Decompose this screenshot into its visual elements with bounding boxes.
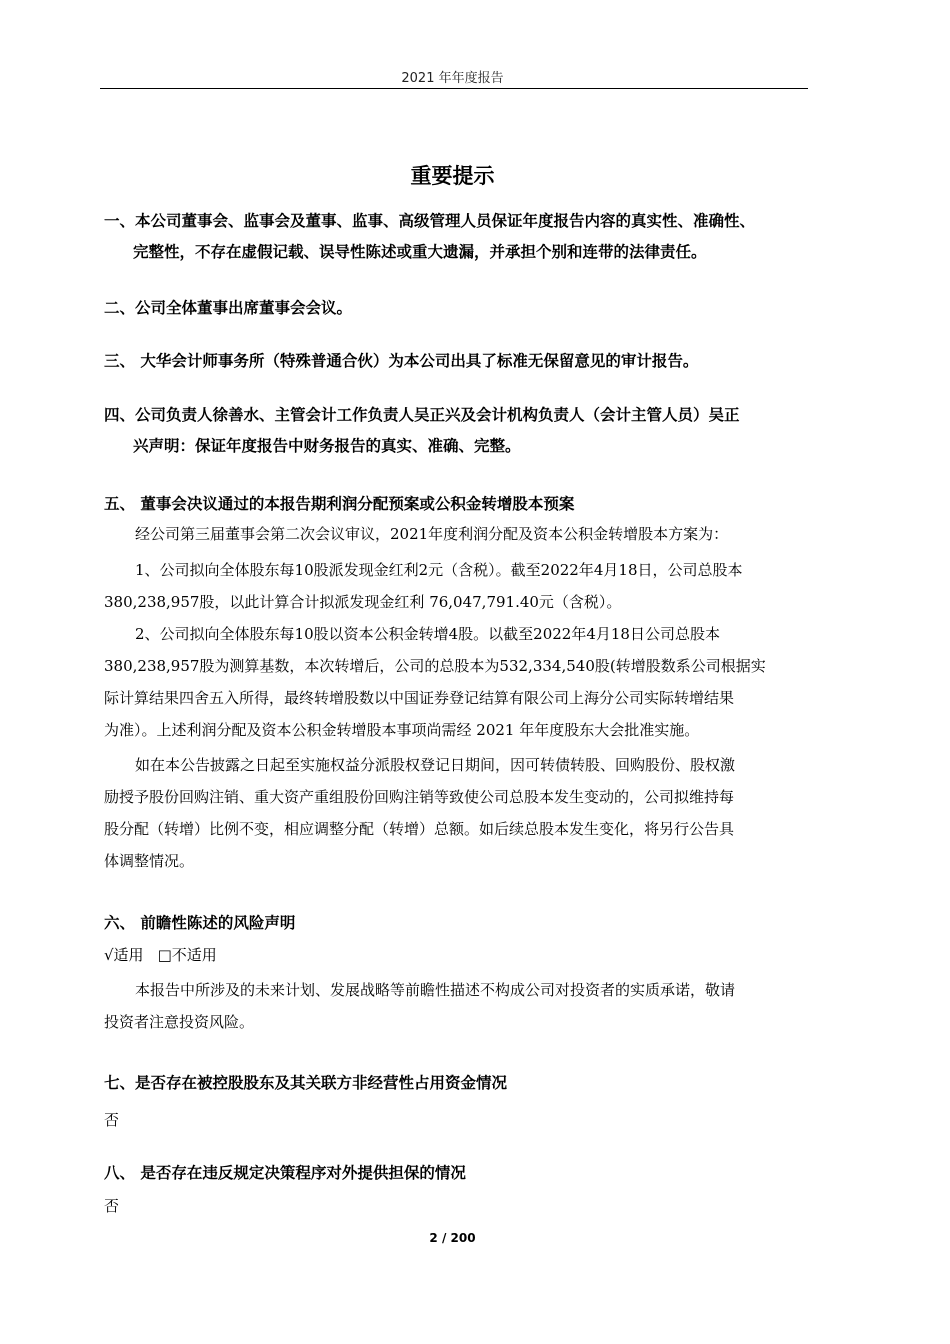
section-5-note-line-2: 励授予股份回购注销、重大资产重组股份回购注销等致使公司总股本发生变动的，公司拟维持每 [104,788,735,806]
section-4 [104,400,844,462]
section-6-body-line-1: 本报告中所涉及的未来计划、发展战略等前瞻性描述不构成公司对投资者的实质承诺，敬请 [135,981,736,999]
section-5-item-2-line-4: 为准）。上述利润分配及资本公积金转增股本事项尚需经 2021 年年度股东大会批准实施。 [104,721,700,739]
header-divider [100,88,808,89]
section-1-line-2: 完整性，不存在虚假记载、误导性陈述或重大遗漏，并承担个别和连带的法律责任。 [133,243,707,261]
section-8-heading: 八、 是否存在违反规定决策程序对外提供担保的情况 [104,1164,466,1182]
section-3: 三、 大华会计师事务所（特殊普通合伙）为本公司出具了标准无保留意见的审计报告。 [104,352,699,370]
page-title: 重要提示 [410,164,495,188]
section-5-heading: 五、 董事会决议通过的本报告期利润分配预案或公积金转增股本预案 [104,495,575,513]
section-4-line-1: 四、公司负责人徐善水、主管会计工作负责人吴正兴及会计机构负责人（会计主管人员）吴正 [104,406,740,424]
section-8-answer: 否 [104,1197,120,1215]
section-5-item-1-line-2: 380,238,957股，以此计算合计拟派发现金红利 76,047,791.40元（含税）。 [104,593,622,611]
section-5-item-2-line-3: 际计算结果四舍五入所得，最终转增股数以中国证券登记结算有限公司上海分公司实际转增结果 [104,689,735,707]
page-number: 2 / 200 [429,1231,476,1245]
section-5-note-line-4: 体调整情况。 [104,852,195,870]
running-header-title: 2021 年年度报告 [401,71,504,86]
section-6-heading: 六、 前瞻性陈述的风险声明 [104,914,296,932]
section-5-item-2-line-2: 380,238,957股为测算基数，本次转增后，公司的总股本为532,334,540股(转增股数系公司根据实 [104,657,766,675]
section-5-note-line-3: 股分配（转增）比例不变，相应调整分配（转增）总额。如后续总股本发生变化，将另行公告具 [104,820,735,838]
section-5-item-2-line-1: 2、公司拟向全体股东每10股以资本公积金转增4股。以截至2022年4月18日公司总股本 [135,625,720,643]
section-5-note-line-1: 如在本公告披露之日起至实施权益分派股权登记日期间，因可转债转股、回购股份、股权激 [135,756,736,774]
applicable-checkbox: √适用 [104,946,144,964]
section-1 [104,206,844,268]
section-4-line-2: 兴声明：保证年度报告中财务报告的真实、准确、完整。 [133,437,521,455]
section-7-heading: 七、是否存在被控股股东及其关联方非经营性占用资金情况 [104,1074,508,1092]
section-6-options [104,940,217,971]
not-applicable-checkbox: □不适用 [157,946,217,964]
section-1-line-1: 一、本公司董事会、监事会及董事、监事、高级管理人员保证年度报告内容的真实性、准确性、 [104,212,756,230]
section-7-answer: 否 [104,1111,120,1129]
section-2: 二、公司全体董事出席董事会会议。 [104,299,353,317]
section-6-body-line-2: 投资者注意投资风险。 [104,1013,255,1031]
section-5-intro: 经公司第三届董事会第二次会议审议，2021年度利润分配及资本公积金转增股本方案为： [135,525,729,543]
section-5-item-1-line-1: 1、公司拟向全体股东每10股派发现金红利2元（含税）。截至2022年4月18日，公司总股本 [135,561,743,579]
